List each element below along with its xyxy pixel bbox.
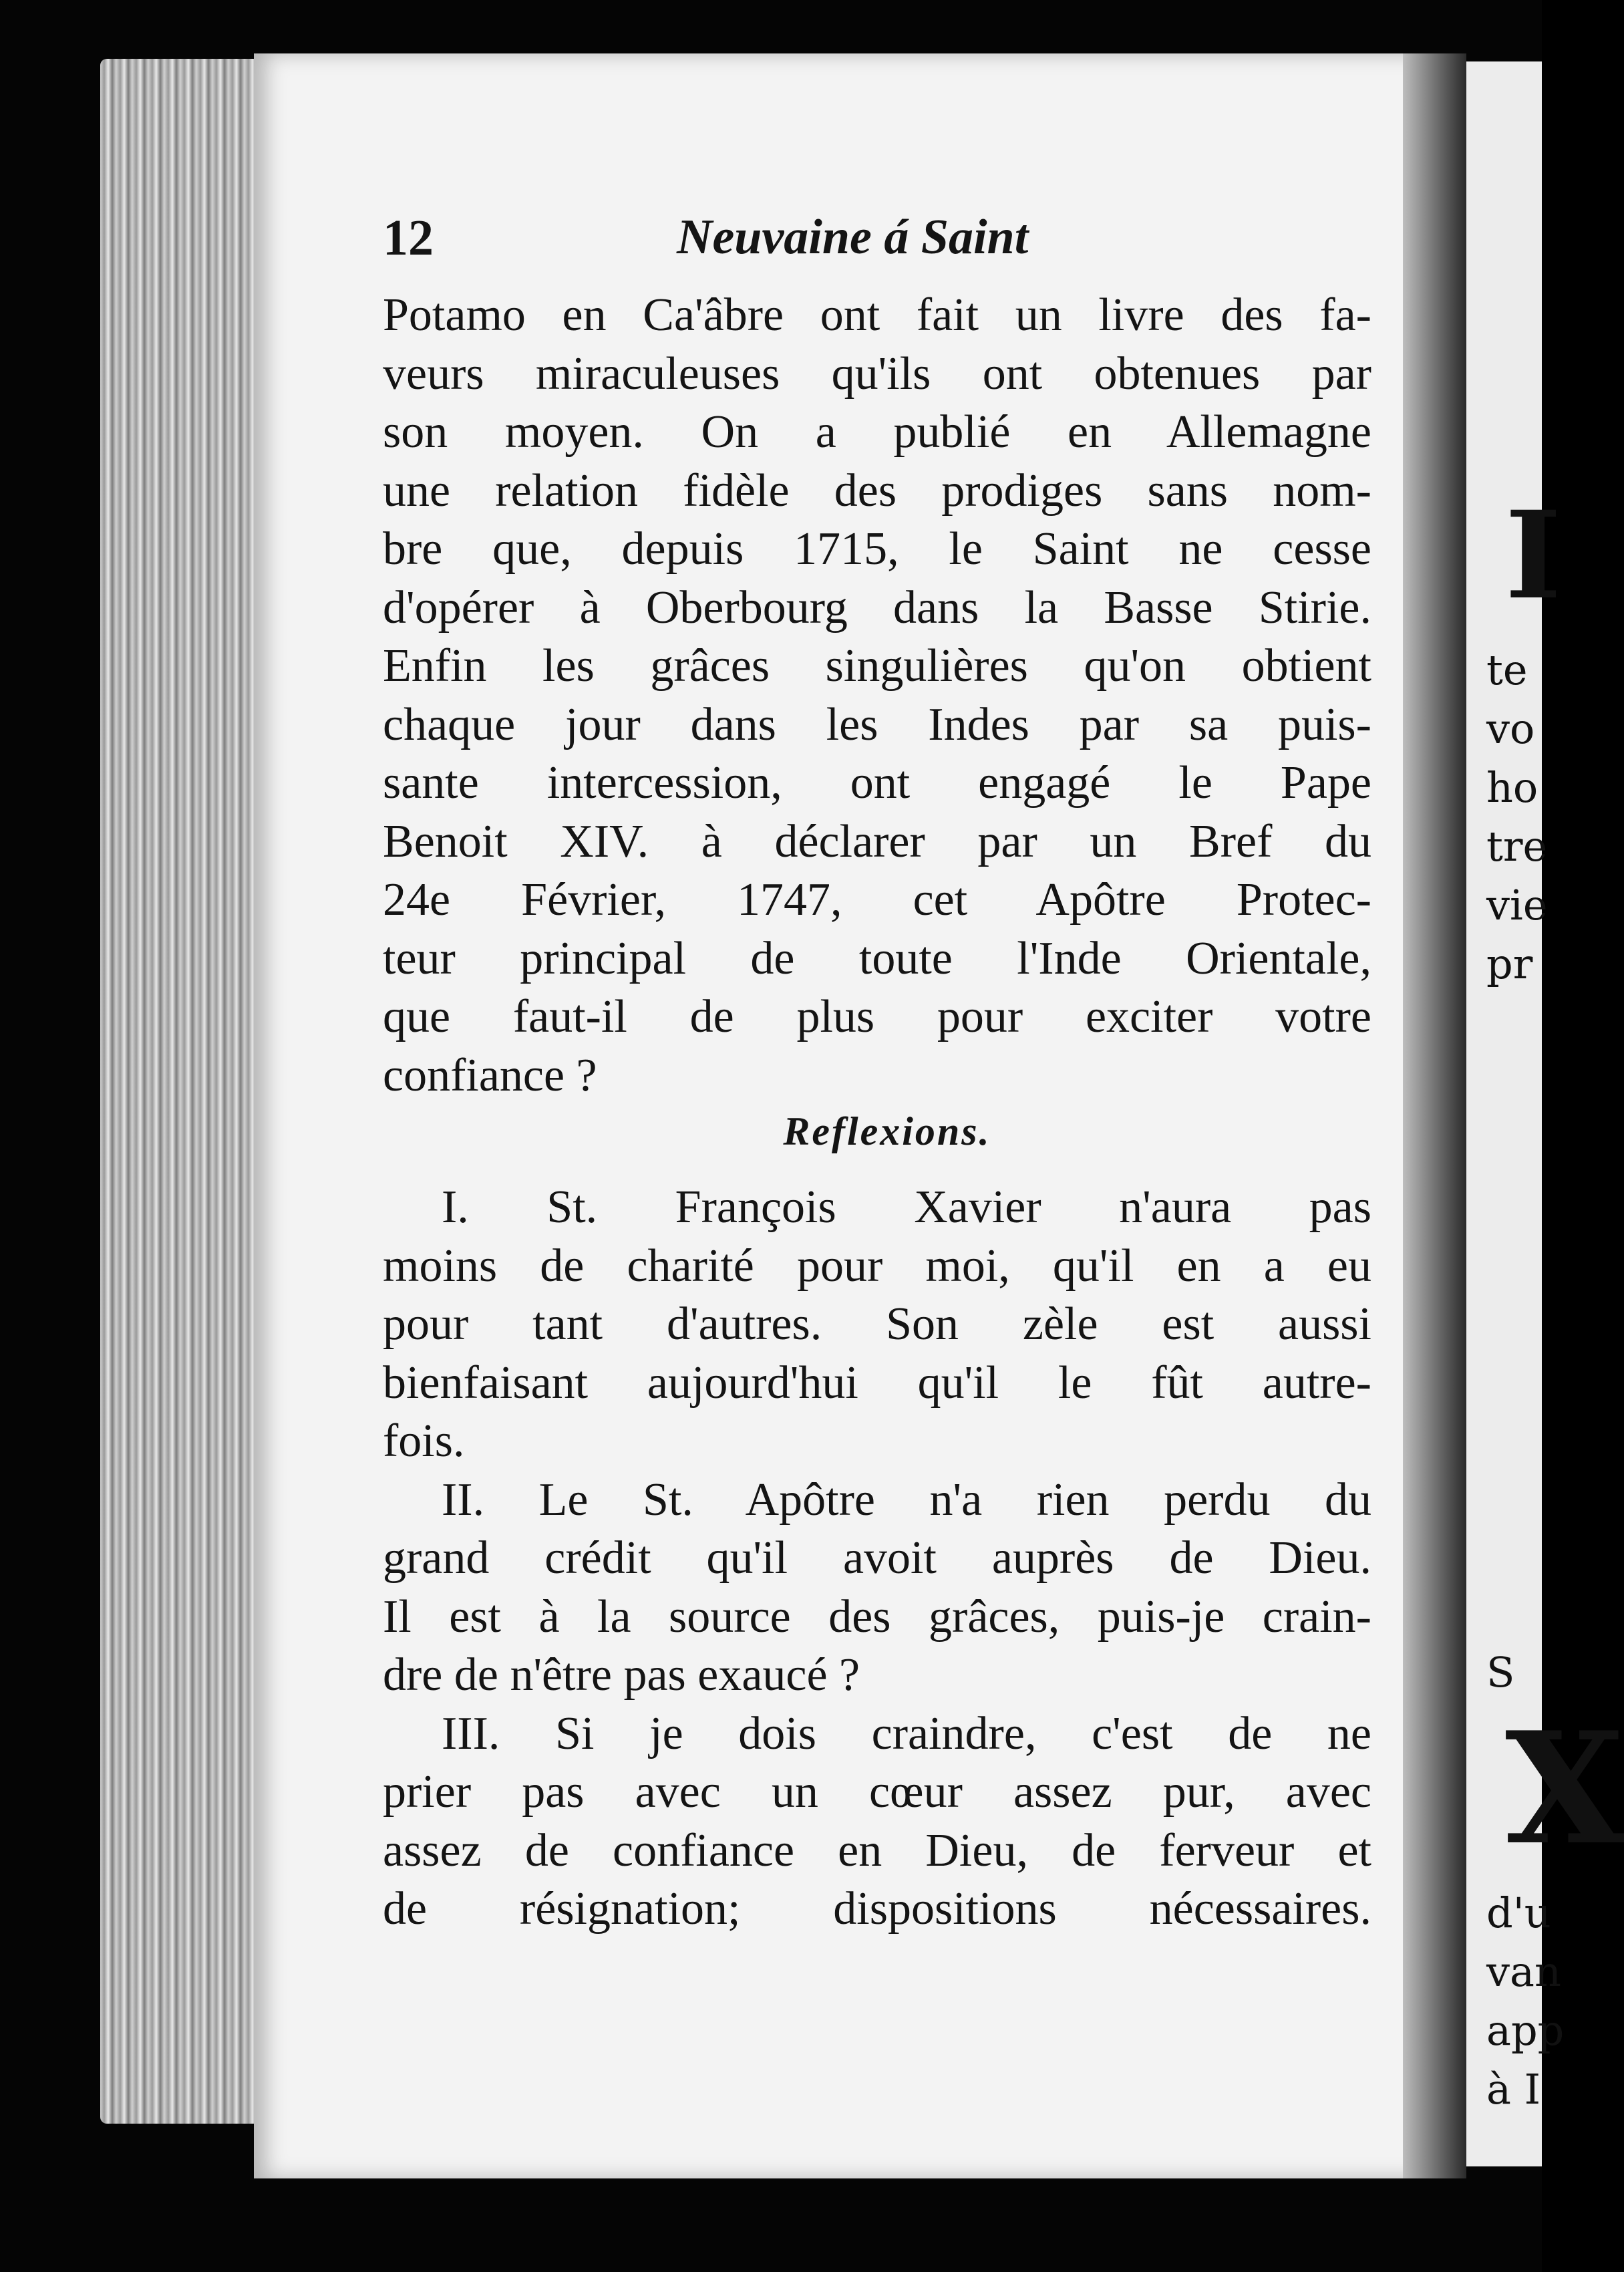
- page-text: [383, 212, 1371, 1939]
- text-line: son moyen. On a publié en Allemagne: [383, 406, 1371, 458]
- text-line: dre de n'être pas exaucé ?: [383, 1649, 860, 1701]
- text-line: veurs miraculeuses qu'ils ont obtenues par: [383, 347, 1371, 400]
- text-line: bienfaisant aujourd'hui qu'il le fût autre-: [383, 1357, 1371, 1409]
- facing-text: vie: [1486, 881, 1548, 930]
- facing-initial-x: X: [1505, 1699, 1624, 1879]
- text-line: prier pas avec un cœur assez pur, avec: [383, 1766, 1371, 1818]
- running-title: Neuvaine á Saint: [677, 210, 1029, 265]
- facing-text: S: [1486, 1648, 1515, 1697]
- text-line: moins de charité pour moi, qu'il en a eu: [383, 1240, 1371, 1292]
- facing-text: app: [1486, 2006, 1565, 2055]
- text-line: Potamo en Ca'âbre ont fait un livre des fa-: [383, 289, 1371, 341]
- text-line: teur principal de toute l'Inde Orientale,: [383, 932, 1371, 984]
- page-number: 12: [383, 210, 434, 266]
- text-line: une relation fidèle des prodiges sans nom-: [383, 464, 1371, 517]
- facing-text: tre: [1486, 822, 1548, 871]
- text-line: 24e Février, 1747, cet Apôtre Protec-: [383, 874, 1371, 926]
- text-line: assez de confiance en Dieu, de ferveur et: [383, 1824, 1371, 1876]
- text-line: d'opérer à Oberbourg dans la Basse Stirie.: [383, 581, 1371, 633]
- facing-text: d'u: [1486, 1888, 1551, 1937]
- facing-text: ho: [1486, 763, 1538, 812]
- text-line: de résignation; dispositions nécessaires.: [383, 1883, 1371, 1935]
- facing-initial-i: I: [1505, 485, 1562, 626]
- text-line: Benoit XIV. à déclarer par un Bref du: [383, 815, 1371, 867]
- text-line: pour tant d'autres. Son zèle est aussi: [383, 1298, 1371, 1350]
- text-line: grand crédit qu'il avoit auprès de Dieu.: [383, 1532, 1371, 1584]
- text-line: que faut-il de plus pour exciter votre: [383, 991, 1371, 1042]
- text-line: bre que, depuis 1715, le Saint ne cesse: [383, 523, 1371, 575]
- text-line: Il est à la source des grâces, puis-je crain-: [383, 1590, 1371, 1643]
- facing-text: vo: [1486, 704, 1535, 753]
- facing-page-fragment: [1466, 61, 1624, 2166]
- text-line: fois.: [383, 1415, 465, 1467]
- text-line: II. Le St. Apôtre n'a rien perdu du: [442, 1473, 1371, 1526]
- text-line: sante intercession, ont engagé le Pape: [383, 757, 1371, 809]
- section-heading: Reflexions.: [783, 1109, 991, 1153]
- text-line: confiance ?: [383, 1049, 597, 1101]
- facing-text: van: [1486, 1947, 1561, 1996]
- running-head: [383, 212, 1371, 286]
- text-line: Enfin les grâces singulières qu'on obtient: [383, 640, 1371, 692]
- text-line: III. Si je dois craindre, c'est de ne: [442, 1707, 1371, 1759]
- gutter: [1403, 53, 1466, 2178]
- text-line: I. St. François Xavier n'aura pas: [442, 1181, 1371, 1233]
- text-line: chaque jour dans les Indes par sa puis-: [383, 698, 1371, 750]
- facing-text: pr: [1486, 940, 1533, 988]
- facing-text: te: [1486, 646, 1528, 694]
- page-edges: [100, 59, 264, 2124]
- facing-text: à I: [1486, 2065, 1541, 2114]
